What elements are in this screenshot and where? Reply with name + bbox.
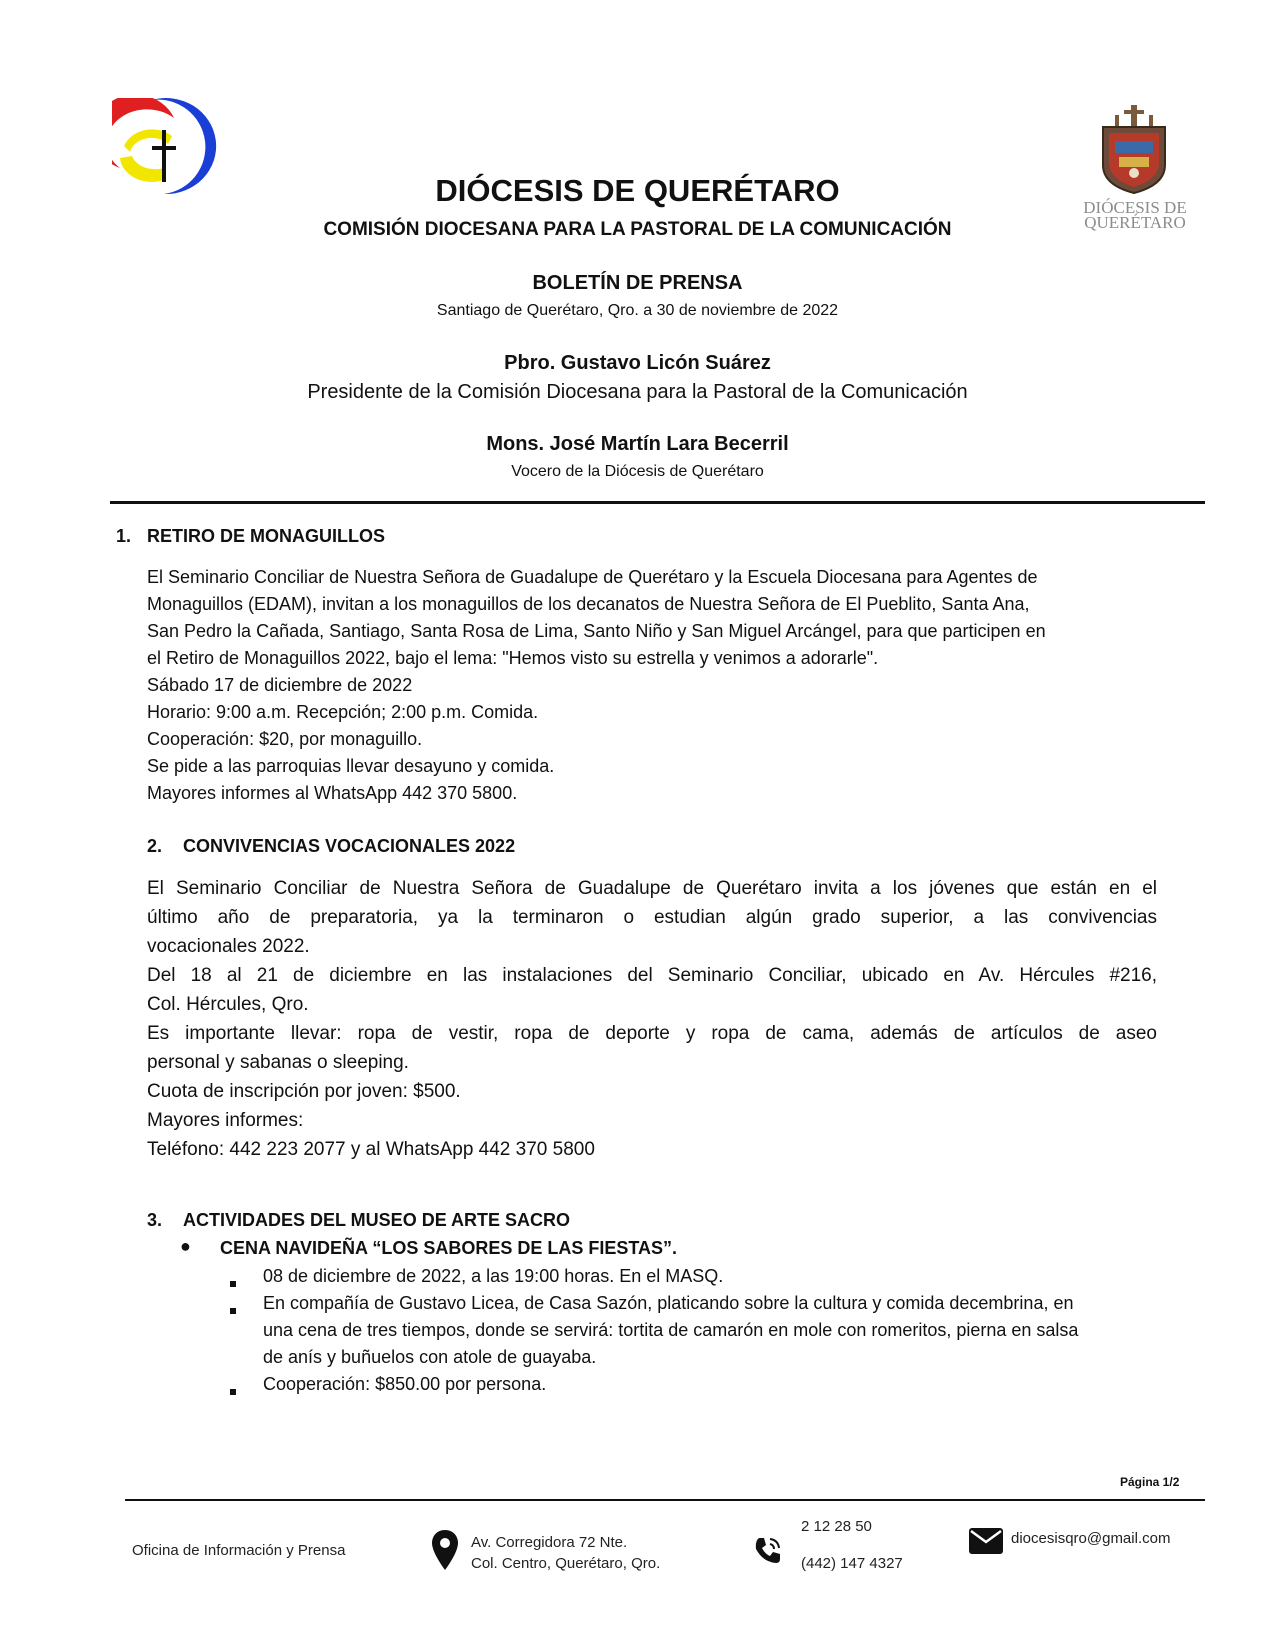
- office-name: Oficina de Información y Prensa: [132, 1542, 346, 1559]
- address-line1: Av. Corregidora 72 Nte.: [471, 1534, 628, 1551]
- section1-line: Horario: 9:00 a.m. Recepción; 2:00 p.m. Comida.: [147, 702, 539, 722]
- dateline: Santiago de Querétaro, Qro. a 30 de noviembre de 2022: [436, 302, 839, 319]
- section1-line: Se pide a las parroquias llevar desayuno y comida.: [147, 756, 555, 776]
- section3-number: 3.: [147, 1210, 163, 1230]
- square-bullet-icon: [230, 1382, 236, 1400]
- section3-heading: ACTIVIDADES DEL MUSEO DE ARTE SACRO: [183, 1210, 571, 1230]
- president-role: Presidente de la Comisión Diocesana para la Pastoral de la Comunicación: [307, 381, 968, 403]
- section1-line: San Pedro la Cañada, Santiago, Santa Rosa de Lima, Santo Niño y San Miguel Arcángel, para que participen en: [147, 621, 1046, 641]
- president-name: Pbro. Gustavo Licón Suárez: [504, 352, 771, 374]
- section1-line: el Retiro de Monaguillos 2022, bajo el lema: "Hemos visto su estrella y venimos a adorarle".: [147, 648, 879, 668]
- section3-bullet-title: CENA NAVIDEÑA “LOS SABORES DE LAS FIESTAS”.: [220, 1238, 678, 1258]
- spokesperson-name: Mons. José Martín Lara Becerril: [486, 433, 789, 455]
- square-bullet-icon: [230, 1301, 236, 1319]
- section3-sub3: Cooperación: $850.00 por persona.: [263, 1374, 547, 1394]
- section2-line: Del 18 al 21 de diciembre en las instalaciones del Seminario Conciliar, ubicado en Av. Hércules #216,: [147, 965, 1157, 986]
- section1-line: Mayores informes al WhatsApp 442 370 5800.: [147, 783, 518, 803]
- section3-sub1: 08 de diciembre de 2022, a las 19:00 horas. En el MASQ.: [263, 1266, 724, 1286]
- section3-sub2-line: de anís y buñuelos con atole de guayaba.: [263, 1347, 597, 1367]
- section3-sub2-line: una cena de tres tiempos, donde se servirá: tortita de camarón en mole con romeritos, pierna en salsa: [263, 1320, 1079, 1340]
- bulletin-heading: BOLETÍN DE PRENSA: [532, 272, 743, 294]
- bullet-dot-icon: ●: [180, 1236, 191, 1256]
- email-icon: [969, 1528, 1003, 1559]
- section2-line: personal y sabanas o sleeping.: [147, 1052, 409, 1073]
- page-title: DIÓCESIS DE QUERÉTARO: [435, 173, 840, 208]
- phone-icon: [753, 1535, 783, 1570]
- phone-line2: (442) 147 4327: [801, 1555, 903, 1572]
- section2-line: Mayores informes:: [147, 1110, 304, 1131]
- footer-divider: [125, 1499, 1205, 1501]
- commission-subtitle: COMISIÓN DIOCESANA PARA LA PASTORAL DE LA COMUNICACIÓN: [323, 219, 952, 240]
- section1-line: Sábado 17 de diciembre de 2022: [147, 675, 413, 695]
- section2-number: 2.: [147, 836, 163, 856]
- section2-line: Teléfono: 442 223 2077 y al WhatsApp 442 370 5800: [147, 1139, 595, 1160]
- section2-line: El Seminario Conciliar de Nuestra Señora de Guadalupe de Querétaro invita a los jóvenes que están en el: [147, 878, 1157, 899]
- header-divider: [110, 501, 1205, 504]
- location-pin-icon: [432, 1530, 458, 1575]
- square-bullet-icon: [230, 1274, 236, 1292]
- section1-line: Monaguillos (EDAM), invitan a los monaguillos de los decanatos de Nuestra Señora de El Pueblito, Santa Ana,: [147, 594, 1030, 614]
- section1-line: Cooperación: $20, por monaguillo.: [147, 729, 423, 749]
- section2-line: vocacionales 2022.: [147, 936, 310, 957]
- section1-number: 1.: [116, 526, 132, 546]
- section2-body: [147, 874, 1157, 1164]
- seal-caption-line2: QUERÉTARO: [1084, 213, 1186, 232]
- section1-line: El Seminario Conciliar de Nuestra Señora de Guadalupe de Querétaro y la Escuela Diocesana para Agentes de: [147, 567, 1038, 587]
- address-line2: Col. Centro, Querétaro, Qro.: [471, 1555, 661, 1572]
- phone-line1: 2 12 28 50: [801, 1518, 872, 1535]
- section2-line: Es importante llevar: ropa de vestir, ropa de deporte y ropa de cama, además de artículos de aseo: [147, 1023, 1157, 1044]
- email-address[interactable]: diocesisqro@gmail.com: [1011, 1530, 1171, 1547]
- section2-line: Cuota de inscripción por joven: $500.: [147, 1081, 461, 1102]
- section1-body: [147, 564, 1167, 807]
- spokesperson-role: Vocero de la Diócesis de Querétaro: [511, 463, 764, 480]
- section2-line: último año de preparatoria, ya la terminaron o estudian algún grado superior, a las convivencias: [147, 907, 1157, 928]
- section1-heading: RETIRO DE MONAGUILLOS: [147, 526, 385, 546]
- section3-sub2: [263, 1290, 1203, 1371]
- section2-line: Col. Hércules, Qro.: [147, 994, 309, 1015]
- page-number: Página 1/2: [1120, 1475, 1180, 1489]
- seal-caption-line1: DIÓCESIS DE: [1083, 198, 1187, 217]
- section3-sub2-line: En compañía de Gustavo Licea, de Casa Sazón, platicando sobre la cultura y comida decembrina, en: [263, 1293, 1074, 1313]
- address: [471, 1532, 660, 1574]
- section2-heading: CONVIVENCIAS VOCACIONALES 2022: [183, 836, 516, 856]
